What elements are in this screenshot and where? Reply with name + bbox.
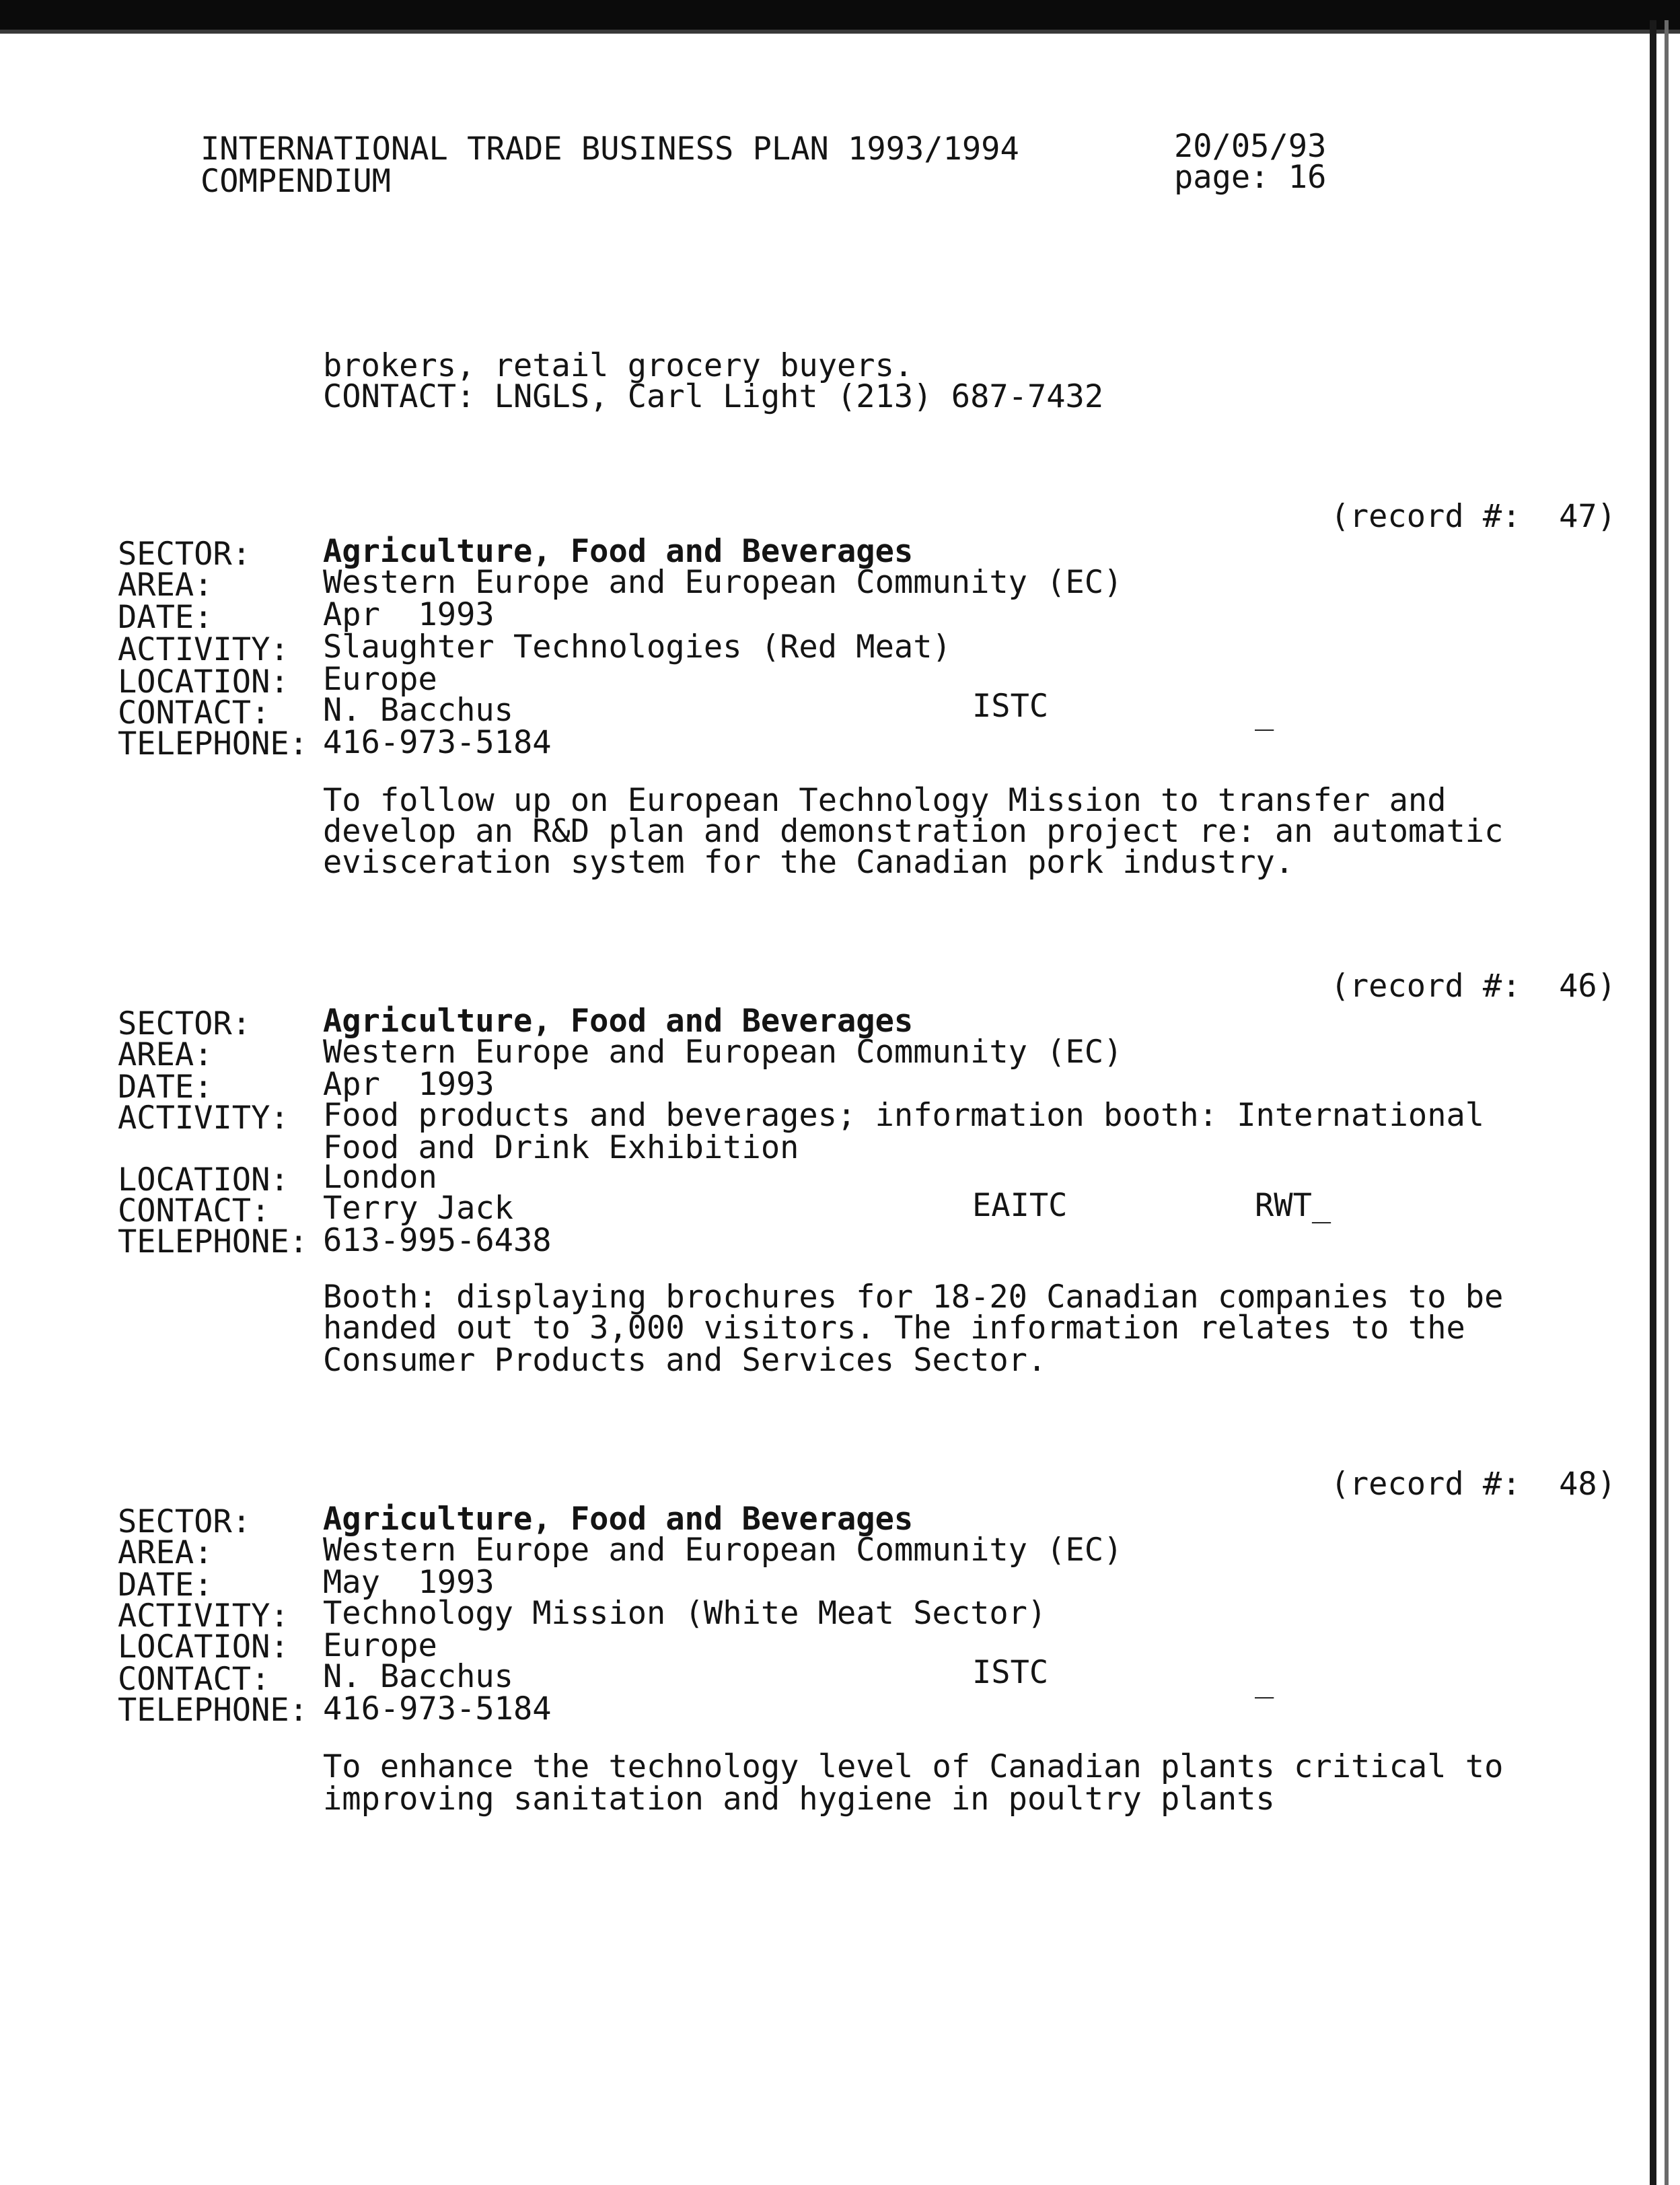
contact-code: RWT_ <box>1255 1187 1331 1224</box>
scan-edge-right-inner <box>1665 20 1669 2185</box>
location-label: LOCATION: <box>118 1628 289 1665</box>
scan-edge-line <box>0 30 1680 34</box>
activity-label: ACTIVITY: <box>118 631 289 668</box>
description-line: evisceration system for the Canadian pork industry. <box>323 844 1294 881</box>
area-label: AREA: <box>118 567 213 604</box>
sector-label: SECTOR: <box>118 1005 252 1042</box>
location-value: Europe <box>323 1627 437 1664</box>
telephone-value: 416-973-5184 <box>323 1690 552 1727</box>
contact-org: EAITC <box>972 1187 1068 1224</box>
contact-org: ISTC <box>972 688 1049 725</box>
contact-code: _ <box>1255 1662 1274 1699</box>
location-label: LOCATION: <box>118 1161 289 1198</box>
telephone-label: TELEPHONE: <box>118 1223 308 1260</box>
scan-edge-right <box>1650 20 1656 2185</box>
activity-label: ACTIVITY: <box>118 1100 289 1137</box>
description-line: develop an R&D plan and demonstration project re: an automatic <box>323 813 1504 850</box>
record-number: (record #: 46) <box>1330 968 1616 1005</box>
continuation-line-1: brokers, retail grocery buyers. <box>323 347 914 384</box>
activity-label: ACTIVITY: <box>118 1598 289 1635</box>
activity-value: Slaughter Technologies (Red Meat) <box>323 629 951 666</box>
contact-label: CONTACT: <box>118 694 270 731</box>
scan-edge-top <box>0 0 1680 30</box>
date-label: DATE: <box>118 599 213 636</box>
contact-value: N. Bacchus <box>323 1658 513 1695</box>
record-number: (record #: 47) <box>1330 498 1616 535</box>
sector-label: SECTOR: <box>118 536 252 573</box>
telephone-label: TELEPHONE: <box>118 1692 308 1729</box>
description-line: Consumer Products and Services Sector. <box>323 1342 1047 1379</box>
description-line: handed out to 3,000 visitors. The information relates to the <box>323 1310 1465 1347</box>
description-line: To enhance the technology level of Canadian plants critical to <box>323 1748 1504 1785</box>
record-number: (record #: 48) <box>1330 1466 1616 1503</box>
telephone-label: TELEPHONE: <box>118 725 308 762</box>
date-label: DATE: <box>118 1069 213 1106</box>
activity-value: Food products and beverages; information booth: International <box>323 1097 1485 1134</box>
page-number: page: 16 <box>1174 159 1327 196</box>
contact-label: CONTACT: <box>118 1192 270 1229</box>
date-label: DATE: <box>118 1567 213 1604</box>
sector-label: SECTOR: <box>118 1503 252 1540</box>
area-value: Western Europe and European Community (EC) <box>323 1034 1123 1071</box>
document-date: 20/05/93 <box>1174 128 1327 165</box>
sector-value: Agriculture, Food and Beverages <box>323 533 914 570</box>
activity-value-continued: Food and Drink Exhibition <box>323 1129 799 1166</box>
date-value: May 1993 <box>323 1564 495 1601</box>
date-value: Apr 1993 <box>323 596 495 633</box>
sector-value: Agriculture, Food and Beverages <box>323 1003 914 1040</box>
activity-value: Technology Mission (White Meat Sector) <box>323 1595 1047 1632</box>
area-value: Western Europe and European Community (EC) <box>323 564 1123 601</box>
description-line: To follow up on European Technology Mission to transfer and <box>323 782 1447 819</box>
location-value: Europe <box>323 661 437 698</box>
document-title: INTERNATIONAL TRADE BUSINESS PLAN 1993/1994 <box>200 131 1019 168</box>
telephone-value: 613-995-6438 <box>323 1222 552 1259</box>
contact-org: ISTC <box>972 1654 1049 1691</box>
date-value: Apr 1993 <box>323 1066 495 1103</box>
contact-label: CONTACT: <box>118 1661 270 1698</box>
location-value: London <box>323 1159 437 1196</box>
location-label: LOCATION: <box>118 664 289 701</box>
description-line: Booth: displaying brochures for 18-20 Canadian companies to be <box>323 1279 1504 1316</box>
area-label: AREA: <box>118 1534 213 1571</box>
contact-code: _ <box>1255 694 1274 731</box>
sector-value: Agriculture, Food and Beverages <box>323 1501 914 1538</box>
description-line: improving sanitation and hygiene in poultry plants <box>323 1781 1275 1818</box>
telephone-value: 416-973-5184 <box>323 724 552 761</box>
contact-value: N. Bacchus <box>323 692 513 729</box>
contact-value: Terry Jack <box>323 1190 513 1227</box>
document-subtitle: COMPENDIUM <box>200 163 391 200</box>
area-value: Western Europe and European Community (EC) <box>323 1532 1123 1569</box>
area-label: AREA: <box>118 1036 213 1073</box>
continuation-contact: CONTACT: LNGLS, Carl Light (213) 687-7432 <box>323 378 1104 415</box>
